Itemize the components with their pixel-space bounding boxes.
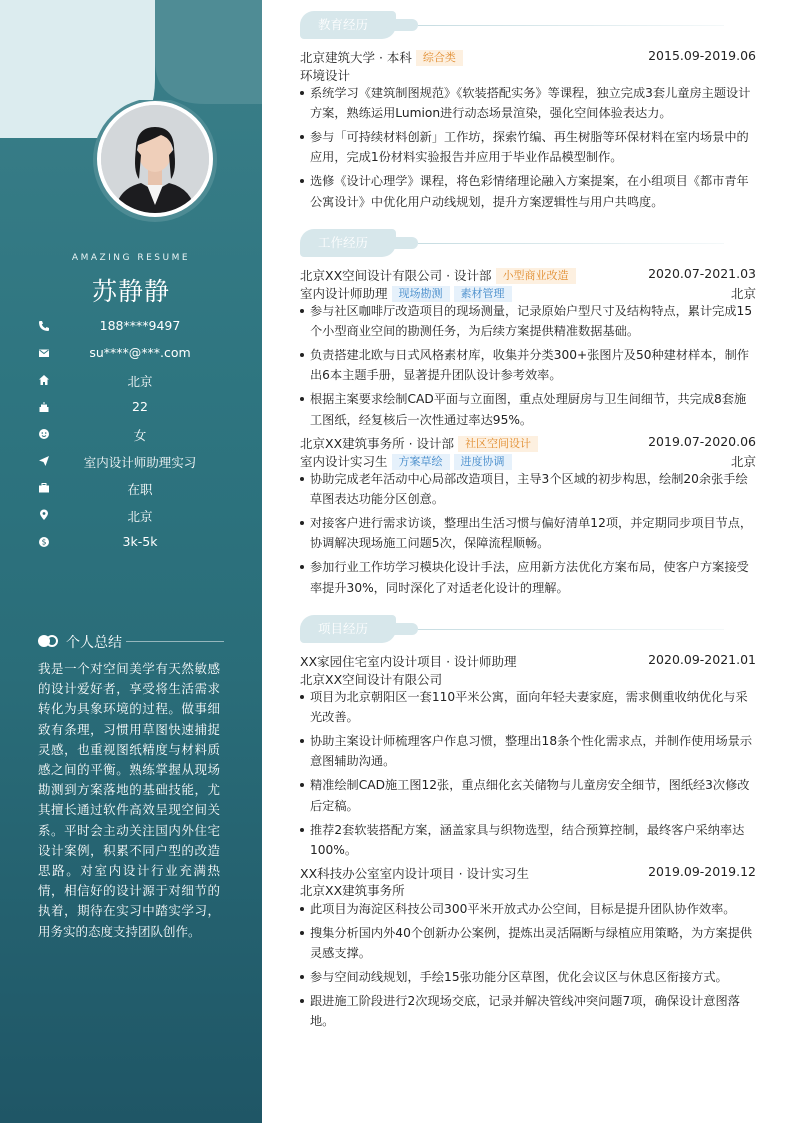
section-title: 项目经历 (300, 615, 396, 643)
job-role-row: 室内设计师助理 现场勘测 素材管理 北京 (300, 286, 756, 301)
job-role-row: 室内设计实习生 方案草绘 进度协调 北京 (300, 454, 756, 469)
info-hometown: 北京 (0, 370, 262, 397)
list-item: 精准绘制CAD施工图12张，重点细化玄关储物与儿童房安全细节，图纸经3次修改后定稿。 (300, 775, 756, 815)
school-type-badge: 综合类 (416, 50, 463, 66)
info-gender: 女 (0, 424, 262, 451)
info-target-position: 室内设计师助理实习 (0, 451, 262, 478)
project-bullets (300, 687, 756, 864)
job-city: 北京 (730, 454, 756, 469)
job-entry-title: 北京XX空间设计有限公司 · 设计部 小型商业改造 2020.07-2021.03 (300, 266, 756, 283)
skill-badge: 进度协调 (454, 454, 512, 470)
info-salary: $ 3k-5k (0, 532, 262, 559)
list-item: 推荐2套软装搭配方案，涵盖家具与织物选型，结合预算控制，最终客户采纳率达100%。 (300, 820, 756, 860)
education-bullets (300, 83, 756, 216)
summary-text: 我是一个对空间美学有天然敏感的设计爱好者，享受将生活需求转化为具象环境的过程。做事细致有条理，习惯用草图快速捕捉灵感，也重视图纸精度与材料质感之间的平衡。熟练掌握从现场勘测到方案落地的基础技能，尤其擅长通过软件高效呈现空间关系。平时会主动关注国内外住宅设计案例，积累不同户型的改造思路。对室内设计行业充满热情，相信好的设计源于对细节的执着，期待在实习中踏实学习，用务实的态度支持团队创作。 (38, 661, 220, 939)
candidate-name: 苏静静 (91, 277, 170, 306)
list-item: 参与「可持续材料创新」工作坊，探索竹编、再生树脂等环保材料在室内场景中的应用，完成1份材料实验报告并应用于毕业作品模型制作。 (300, 127, 756, 167)
project-period: 2020.09-2021.01 (648, 652, 756, 667)
list-item: 项目为北京朝阳区一套110平米公寓，面向年轻夫妻家庭，需求侧重收纳优化与采光改善。 (300, 687, 756, 727)
resume-tagline: AMAZING RESUME (71, 253, 191, 263)
section-education-header (300, 11, 730, 39)
job-bullets (300, 469, 756, 602)
skill-badge: 现场勘测 (392, 286, 450, 302)
list-item: 选修《设计心理学》课程，将色彩情绪理论融入方案提案，在小组项目《都市青年公寓设计》中优化用户动线规划，提升方案逻辑性与用户共鸣度。 (300, 171, 756, 211)
section-work-header (300, 229, 730, 257)
education-period: 2015.09-2019.06 (648, 48, 756, 63)
info-target-city: 北京 (0, 505, 262, 532)
list-item: 协助主案设计师梳理客户作息习惯，整理出18条个性化需求点，并制作使用场景示意图辅助沟通。 (300, 731, 756, 771)
list-item: 参与空间动线规划，手绘15张功能分区草图，优化会议区与休息区衔接方式。 (300, 967, 756, 987)
section-title: 工作经历 (300, 229, 396, 257)
project-entry-title: XX科技办公室室内设计项目 · 设计实习生 2019.09-2019.12 (300, 864, 756, 881)
section-title: 教育经历 (300, 11, 396, 39)
project-type-badge: 社区空间设计 (458, 436, 538, 452)
list-item: 参加行业工作坊学习模块化设计手法，应用新方法优化方案布局，使客户方案接受率提升30%，同时深化了对适老化设计的理解。 (300, 557, 756, 597)
job-city: 北京 (730, 286, 756, 301)
project-bullets (300, 899, 756, 1035)
list-item: 跟进施工阶段进行2次现场交底，记录并解决管线冲突问题7项，确保设计意图落地。 (300, 991, 756, 1031)
skill-badge: 素材管理 (454, 286, 512, 302)
project-org: 北京XX空间设计有限公司 (300, 672, 443, 687)
job-entry-title: 北京XX建筑事务所 · 设计部 社区空间设计 2019.07-2020.06 (300, 434, 756, 451)
skill-badge: 方案草绘 (392, 454, 450, 470)
info-status: 在职 (0, 478, 262, 505)
project-type-badge: 小型商业改造 (496, 268, 576, 284)
list-item: 此项目为海淀区科技公司300平米开放式办公空间，目标是提升团队协作效率。 (300, 899, 756, 919)
education-entry-title: 北京建筑大学 · 本科 综合类 2015.09-2019.06 (300, 48, 756, 65)
list-item: 参与社区咖啡厅改造项目的现场测量，记录原始户型尺寸及结构特点，累计完成15个小型商业空间的勘测任务，为后续方案提供精准数据基础。 (300, 301, 756, 341)
job-period: 2019.07-2020.06 (648, 434, 756, 449)
list-item: 系统学习《建筑制图规范》《软装搭配实务》等课程，独立完成3套儿童房主题设计方案，熟练运用Lumion进行动态场景渲染，强化空间体验表达力。 (300, 83, 756, 123)
list-item: 搜集分析国内外40个创新办公案例，提炼出灵活隔断与绿植应用策略，为方案提供灵感支撑。 (300, 923, 756, 963)
section-projects-header (300, 615, 730, 643)
info-phone: 188****9497 (0, 316, 262, 343)
sidebar (0, 0, 262, 1123)
info-age: 22 (0, 397, 262, 424)
project-period: 2019.09-2019.12 (648, 864, 756, 879)
svg-text:$: $ (41, 537, 47, 547)
list-item: 根据主案要求绘制CAD平面与立面图，重点处理厨房与卫生间细节，共完成8套施工图纸，经复核后一次性通过率达95%。 (300, 389, 756, 429)
list-item: 负责搭建北欧与日式风格素材库，收集并分类300+张图片及50种建材样本，制作出6本主题手册，显著提升团队设计参考效率。 (300, 345, 756, 385)
project-entry-title: XX家园住宅室内设计项目 · 设计师助理 2020.09-2021.01 (300, 652, 756, 669)
heading-ring-icon (46, 635, 58, 647)
job-period: 2020.07-2021.03 (648, 266, 756, 281)
contact-info (0, 316, 262, 559)
education-major: 环境设计 (300, 68, 351, 83)
list-item: 对接客户进行需求访谈，整理出生活习惯与偏好清单12项，并定期同步项目节点，协调解决现场施工问题5次，保障流程顺畅。 (300, 513, 756, 553)
summary-heading: 个人总结 (38, 632, 228, 652)
project-org: 北京XX建筑事务所 (300, 883, 405, 898)
info-email: su****@***.com (0, 343, 262, 370)
list-item: 协助完成老年活动中心局部改造项目，主导3个区域的初步构思，绘制20余张手绘草图表达功能分区创意。 (300, 469, 756, 509)
job-bullets (300, 301, 756, 434)
avatar (97, 101, 213, 217)
heading-divider (126, 641, 224, 642)
